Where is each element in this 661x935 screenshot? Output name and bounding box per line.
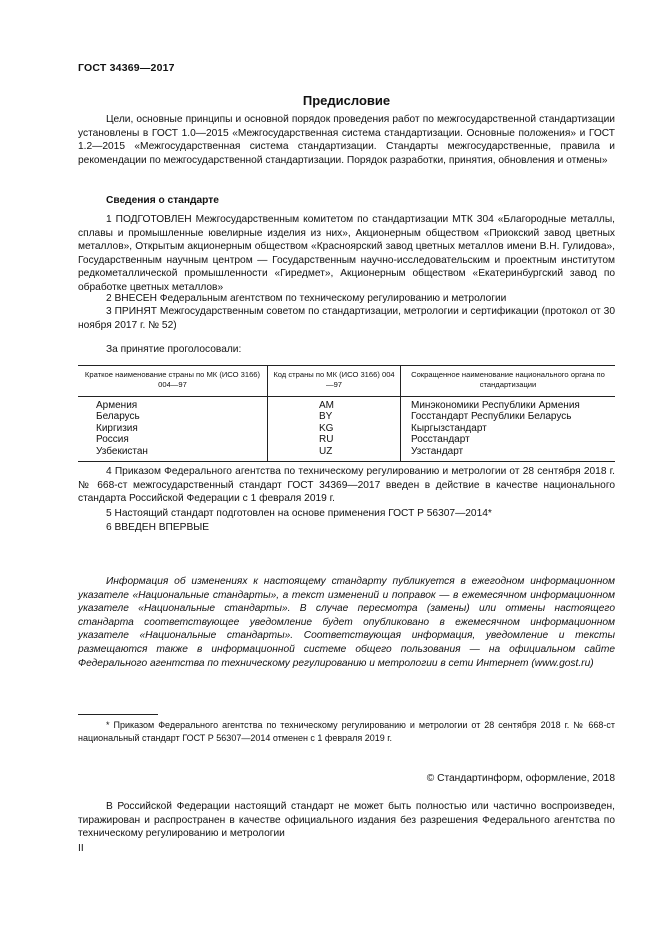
country-name: Россия (96, 434, 129, 446)
header-national-body: Сокращенное наименование национального органа по стандартизации (401, 366, 616, 397)
national-body: Минэкономики Республики Армения (401, 397, 616, 412)
rights-notice: В Российской Федерации настоящий стандарт не может быть полностью или частично воспроизведен, тиражирован и распространен в качестве официального издания без разрешения Федерального агентства по техническому регулированию и метрологии (78, 801, 615, 840)
item-2-paragraph: 2 ВНЕСЕН Федеральным агентством по техническому регулированию и метрологии (106, 293, 507, 304)
item-5-paragraph: 5 Настоящий стандарт подготовлен на основе применения ГОСТ Р 56307—2014* (106, 508, 492, 519)
item-3-paragraph: 3 ПРИНЯТ Межгосударственным советом по стандартизации, метрологии и сертификации (протокол от 30 ноября 2017 г. № 52) (78, 306, 615, 331)
info-notice: Информация об изменениях к настоящему стандарту публикуется в ежегодном информационном указателе «Национальные стандарты», а текст изменений и поправок — в ежемесячном информационном указателе «Национальные стандарты». В случае пересмотра (замены) или отмены настоящего стандарта соответствующее уведомление будет опубликовано в ежемесячном информационном указателе «Национальные стандарты». Соответствующая информация, уведомление и тексты размещаются также в информационной системе общего пользования — на официальном сайте Федерального агентства по техническому регулированию и метрологии в сети Интернет (www.gost.ru) (78, 576, 615, 669)
copyright: © Стандартинформ, оформление, 2018 (426, 773, 615, 784)
national-body: Госстандарт Республики Беларусь (401, 411, 616, 422)
intro-paragraph: Цели, основные принципы и основной порядок проведения работ по межгосударственной стандартизации установлены в ГОСТ 1.0—2015 «Межгосударственная система стандартизации. Основные положения» и ГОСТ 1.2—2015 «Межгосударственная система стандартизации. Стандарты межгосударственные, правила и рекомендации по межгосударственной стандартизации. Порядок разработки, принятия, обновления и отмены» (78, 114, 615, 166)
table-row (78, 397, 615, 412)
table-row (78, 423, 615, 434)
header-country-name: Краткое наименование страны по МК (ИСО 3166) 004—97 (78, 366, 268, 397)
country-name: Киргизия (96, 422, 138, 434)
page-title: Предисловие (302, 93, 391, 108)
section-heading: Сведения о стандарте (106, 195, 219, 206)
national-body: Узстандарт (401, 446, 616, 462)
table-row (78, 446, 615, 462)
header-country-code: Код страны по МК (ИСО 3166) 004—97 (268, 366, 401, 397)
country-name: Беларусь (96, 411, 140, 423)
page-number: II (78, 843, 84, 854)
country-code: BY (319, 411, 333, 423)
footnote: * Приказом Федерального агентства по техническому регулированию и метрологии от 28 сентября 2018 г. № 668-ст национальный стандарт ГОСТ Р 56307—2014 отменен с 1 февраля 2019 г. (78, 720, 615, 743)
voted-label: За принятие проголосовали: (106, 344, 242, 355)
country-code: KG (319, 422, 334, 434)
national-body: Росстандарт (401, 434, 616, 445)
country-code: AM (319, 400, 334, 411)
table-row (78, 434, 615, 445)
footnote-divider (78, 714, 158, 715)
document-code: ГОСТ 34369—2017 (78, 62, 175, 74)
country-name: Узбекистан (78, 446, 268, 462)
item-6-paragraph: 6 ВВЕДЕН ВПЕРВЫЕ (106, 522, 210, 533)
country-code: RU (319, 434, 334, 446)
item-1-paragraph: 1 ПОДГОТОВЛЕН Межгосударственным комитетом по стандартизации МТК 304 «Благородные металлы, сплавы и промышленные ювелирные изделия из них», Акционерным обществом «Приокский завод цветных металлов», Открытым акционерным обществом «Красноярский завод цветных металлов имени В.Н. Гулидова», Государственным научным центром — Государственным научно-исследовательским и проектным институтом редкометаллической промышленности «Гиредмет», Акционерным обществом «Екатеринбургский завод по обработке цветных металлов» (78, 214, 615, 293)
voting-table (78, 365, 615, 462)
country-name: Армения (96, 400, 138, 411)
national-body: Кыргызстандарт (401, 423, 616, 434)
country-code: UZ (319, 445, 333, 457)
voting-table-header (78, 366, 615, 397)
table-row (78, 411, 615, 422)
item-4-paragraph: 4 Приказом Федерального агентства по техническому регулированию и метрологии от 28 сентября 2018 г. № 668-ст межгосударственный стандарт ГОСТ 34369—2017 введен в действие в качестве национального стандарта Российской Федерации с 1 февраля 2019 г. (78, 466, 615, 505)
